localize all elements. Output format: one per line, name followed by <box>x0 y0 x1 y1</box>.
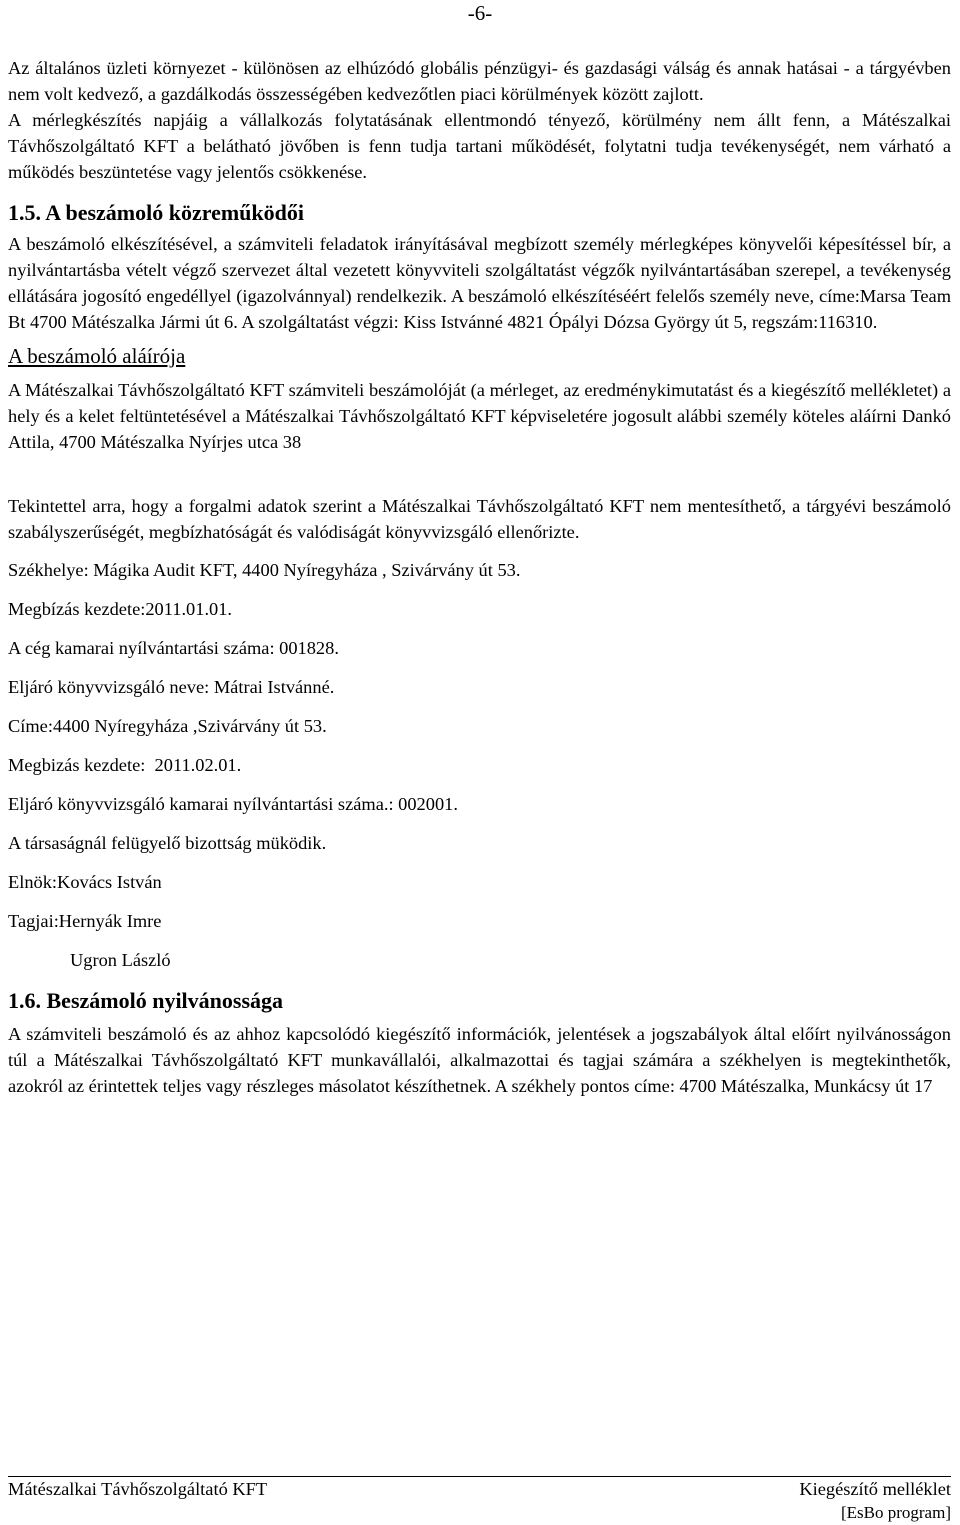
paragraph-contributors: A beszámoló elkészítésével, a számviteli feladatok irányításával megbízott személy mérlegképes könyvelői képesítéssel bír, a nyilvántartásba vételt végző szervezet által vezetett könyvviteli szolgáltatást végzők nyilvántartásában szerepel, a tevékenység ellátására jogosító engedéllyel (igazolvánnyal) rendelkezik. A beszámoló elkészítéséért felelős személy neve, címe:Marsa Team Bt 4700 Mátészalka Jármi út 6. A szolgáltatást végzi: Kiss Istvánné 4821 Ópályi Dózsa György út 5, regszám:116310. <box>8 234 951 332</box>
heading-signer: A beszámoló aláírója <box>8 344 186 368</box>
line-supervisory-board: A társaságnál felügyelő bizottság müködik. <box>8 833 327 853</box>
line-member-2: Ugron László <box>70 950 171 970</box>
footer-program: [EsBo program] <box>840 1503 951 1522</box>
paragraph-publicity: A számviteli beszámoló és az ahhoz kapcsolódó kiegészítő információk, jelentések a jogszabályok által előírt nyilvánosságon túl a Mátészalkai Távhőszolgáltató KFT munkavállalói, alkalmazottai és tagjai számára a székhelyen is megtekinthetők, azokról az érintettek teljes vagy részleges másolatot készíthetnek. A székhely pontos címe: 4700 Mátészalka, Munkácsy út 17 <box>8 1024 951 1096</box>
line-auditor-chamber-number: Eljáró könyvvizsgáló kamarai nyílvántartási száma.: 002001. <box>8 794 458 814</box>
footer-document-title: Kiegészítő melléklet <box>799 1479 951 1499</box>
paragraph-economic-environment: Az általános üzleti környezet - különösen az elhúzódó globális pénzügyi- és gazdasági válság és annak hatásai - a tárgyévben nem volt kedvező, a gazdálkodás összességében kedvezőtlen piaci körülmények között zajlott. <box>8 58 951 104</box>
line-seat: Székhelye: Mágika Audit KFT, 4400 Nyíregyháza , Szivárvány út 53. <box>8 560 521 580</box>
line-auditor-address: Címe:4400 Nyíregyháza ,Szivárvány út 53. <box>8 716 327 736</box>
footer-company: Mátészalkai Távhőszolgáltató KFT <box>8 1479 268 1499</box>
line-members: Tagjai:Hernyák Imre <box>8 911 162 931</box>
heading-publicity: 1.6. Beszámoló nyilvánossága <box>8 988 284 1013</box>
document-body <box>8 55 951 1099</box>
footer-divider <box>8 1476 951 1477</box>
page-number: -6- <box>467 1 493 25</box>
line-chamber-number: A cég kamarai nyílvántartási száma: 001828. <box>8 638 339 658</box>
heading-contributors: 1.5. A beszámoló közreműködői <box>8 200 305 225</box>
paragraph-audit: Tekintettel arra, hogy a forgalmi adatok szerint a Mátészalkai Távhőszolgáltató KFT nem mentesíthető, a tárgyévi beszámoló szabályszerűségét, megbízhatóságát és valódiságát könyvvizsgáló ellenőrizte. <box>8 496 951 542</box>
line-auditor-name: Eljáró könyvvizsgáló neve: Mátrai Istvánné. <box>8 677 335 697</box>
line-mandate-start: Megbízás kezdete:2011.01.01. <box>8 599 233 619</box>
line-mandate-start-2: Megbizás kezdete: 2011.02.01. <box>8 755 242 775</box>
paragraph-going-concern: A mérlegkészítés napjáig a vállalkozás folytatásának ellentmondó tényező, körülmény nem állt fenn, a Mátészalkai Távhőszolgáltató KFT a belátható jövőben is fenn tudja tartani működését, folytatni tudja tevékenységét, nem várható a működés beszüntetése vagy jelentős csökkenése. <box>8 110 951 182</box>
paragraph-signer: A Mátészalkai Távhőszolgáltató KFT számviteli beszámolóját (a mérleget, az eredménykimutatást és a kiegészítő mellékletet) a hely és a kelet feltüntetésével a Mátészalkai Távhőszolgáltató KFT képviseletére jogosult alábbi személy köteles aláírni Dankó Attila, 4700 Mátészalka Nyírjes utca 38 <box>8 380 951 452</box>
line-chairman: Elnök:Kovács István <box>8 872 162 892</box>
